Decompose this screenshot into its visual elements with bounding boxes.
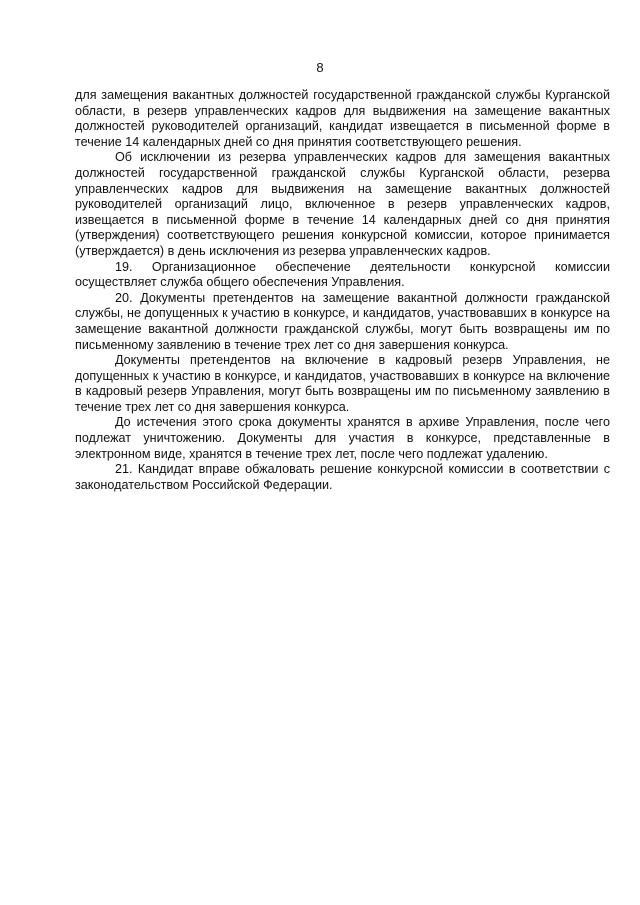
paragraph-continuation: для замещения вакантных должностей государственной гражданской службы Курганской области, в резерв управленческих кадров для выдвижения на замещение вакантных должностей руководителей организаций, кандидат извещается в письменной форме в течение 14 календарных дней со дня принятия соответствующего решения. [75, 88, 610, 149]
paragraph-exclusion-notice: Об исключении из резерва управленческих кадров для замещения вакантных должностей государственной гражданской службы Курганской области, резерва управленческих кадров для выдвижения на замещение вакантных должностей руководителей организаций лицо, включенное в резерв управленческих кадров, извещается в письменной форме в течение 14 календарных дней со дня принятия (утверждения) соответствующего решения конкурсной комиссии, которое принимается (утверждается) в день исключения из резерва управленческих кадров. [75, 150, 610, 258]
paragraph-archive-storage: До истечения этого срока документы хранятся в архиве Управления, после чего подлежат уничтожению. Документы для участия в конкурсе, представленные в электронном виде, хранятся в течение трех лет, после чего подлежат удалению. [75, 415, 610, 461]
document-body [75, 88, 610, 493]
paragraph-clause-21: 21. Кандидат вправе обжаловать решение конкурсной комиссии в соответствии с законодательством Российской Федерации. [75, 462, 610, 492]
paragraph-clause-19: 19. Организационное обеспечение деятельности конкурсной комиссии осуществляет служба общего обеспечения Управления. [75, 259, 610, 290]
paragraph-clause-20: 20. Документы претендентов на замещение вакантной должности гражданской службы, не допущенных к участию в конкурсе, и кандидатов, участвовавших в конкурсе на замещение вакантной должности гражданской службы, могут быть возвращены им по письменному заявлению в течение трех лет со дня завершения конкурса. [75, 290, 610, 352]
paragraph-reserve-documents: Документы претендентов на включение в кадровый резерв Управления, не допущенных к участию в конкурсе, и кандидатов, участвовавших в конкурсе на включение в кадровый резерв Управления, могут быть возвращены им по письменному заявлению в течение трех лет со дня завершения конкурса. [75, 353, 610, 414]
page-number: 8 [316, 60, 324, 75]
